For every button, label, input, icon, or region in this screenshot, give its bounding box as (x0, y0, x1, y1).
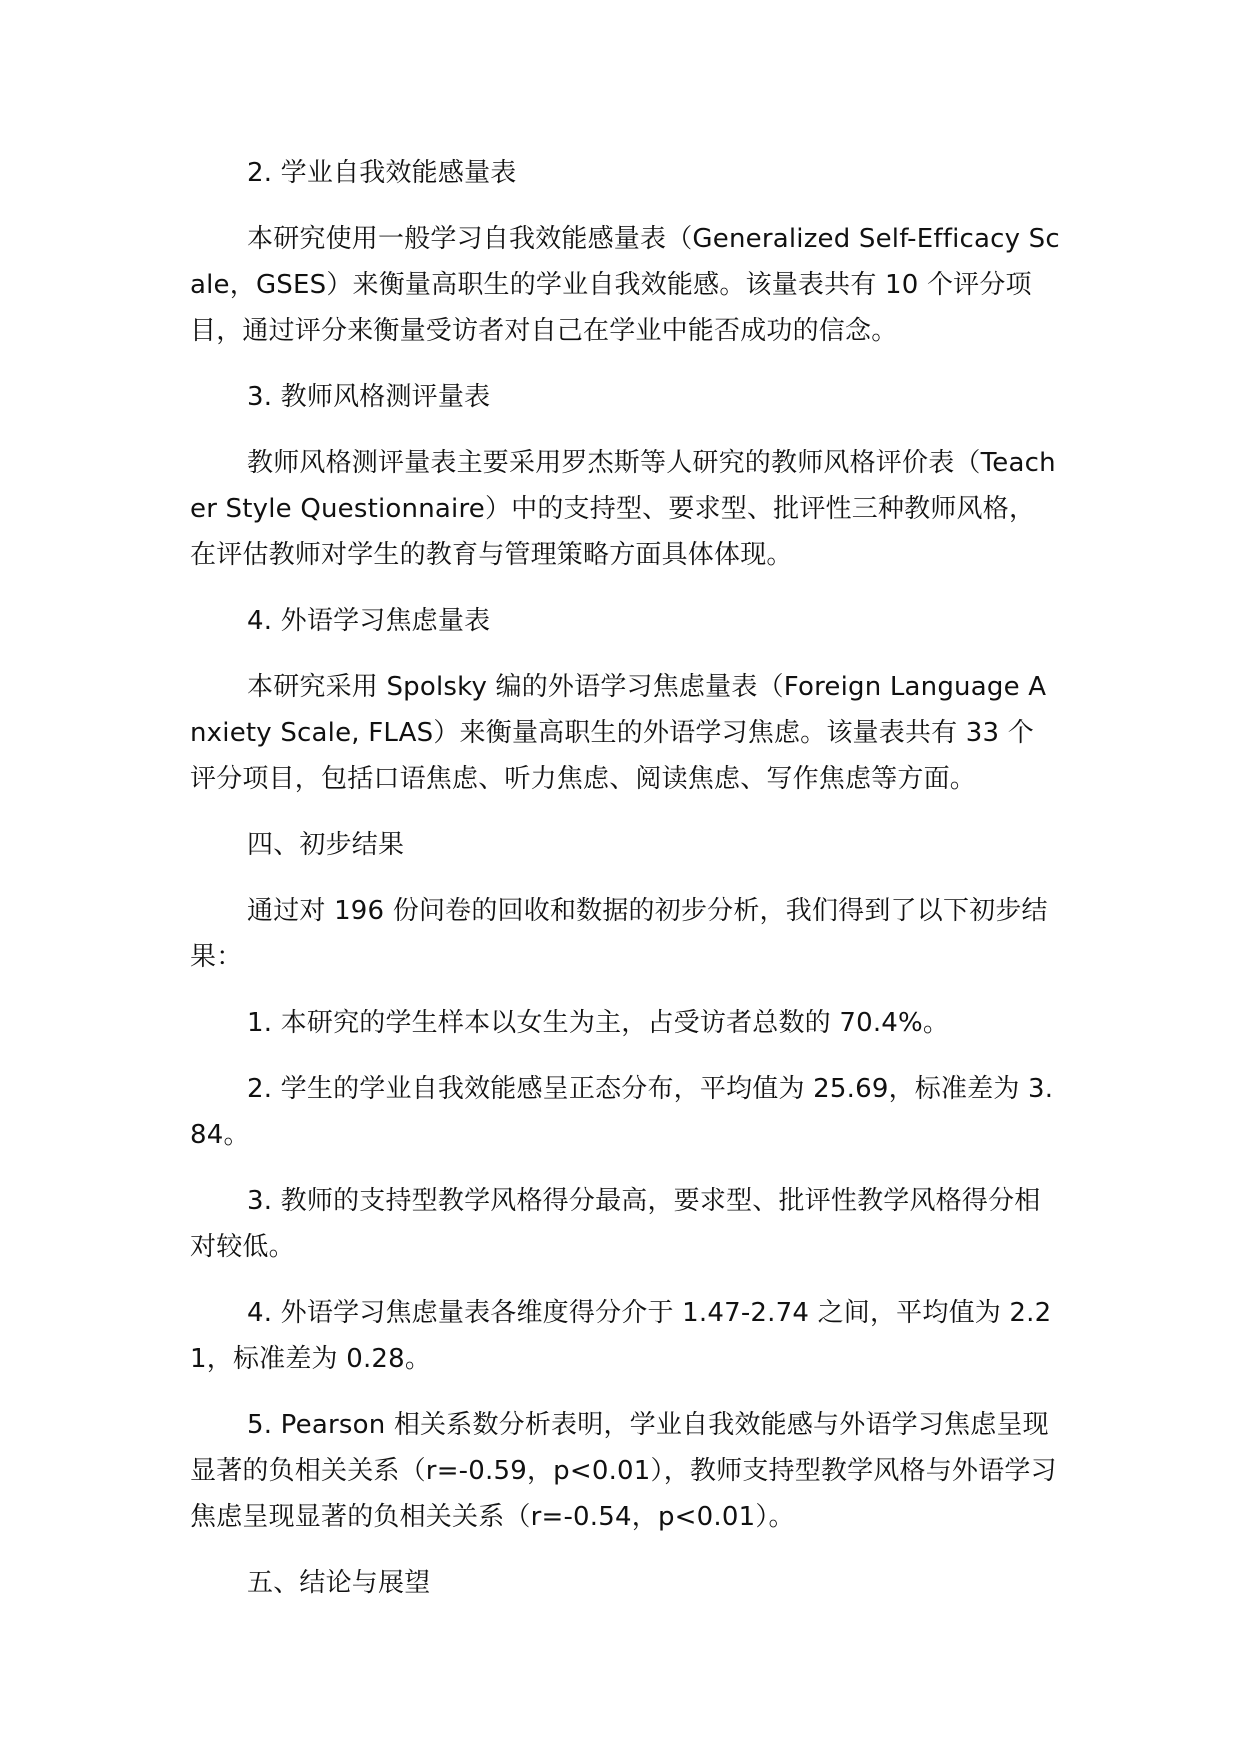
paragraph-results-intro: 通过对 196 份问卷的回收和数据的初步分析，我们得到了以下初步结果： (190, 896, 1048, 972)
result-item-3: 3. 教师的支持型教学风格得分最高，要求型、批评性教学风格得分相对较低。 (190, 1186, 1041, 1262)
paragraph-flas: 本研究采用 Spolsky 编的外语学习焦虑量表（Foreign Language Anxiety Scale, FLAS）来衡量高职生的外语学习焦虑。该量表共有 33 个评分项目，包括口语焦虑、听力焦虑、阅读焦虑、写作焦虑等方面。 (190, 672, 1047, 794)
section-heading-flas: 4. 外语学习焦虑量表 (247, 606, 491, 636)
document-body (190, 150, 1060, 1626)
section-heading-conclusion: 五、结论与展望 (247, 1568, 431, 1598)
result-item-1: 1. 本研究的学生样本以女生为主，占受访者总数的 70.4%。 (247, 1008, 950, 1038)
paragraph-teacher-style: 教师风格测评量表主要采用罗杰斯等人研究的教师风格评价表（Teacher Style Questionnaire）中的支持型、要求型、批评性三种教师风格，在评估教师对学生的教育与管理策略方面具体体现。 (190, 448, 1056, 570)
section-heading-teacher-style: 3. 教师风格测评量表 (247, 382, 491, 412)
result-item-2: 2. 学生的学业自我效能感呈正态分布，平均值为 25.69，标准差为 3.84。 (190, 1074, 1054, 1150)
paragraph-gses: 本研究使用一般学习自我效能感量表（Generalized Self-Efficacy Scale，GSES）来衡量高职生的学业自我效能感。该量表共有 10 个评分项目，通过评分来衡量受访者对自己在学业中能否成功的信念。 (190, 224, 1060, 346)
result-item-5: 5. Pearson 相关系数分析表明，学业自我效能感与外语学习焦虑呈现显著的负相关关系（r=-0.59，p<0.01），教师支持型教学风格与外语学习焦虑呈现显著的负相关关系（r=-0.54，p<0.01）。 (190, 1410, 1057, 1532)
section-heading-results: 四、初步结果 (247, 830, 405, 860)
section-heading-gses: 2. 学业自我效能感量表 (247, 158, 517, 188)
result-item-4: 4. 外语学习焦虑量表各维度得分介于 1.47-2.74 之间，平均值为 2.21，标准差为 0.28。 (190, 1298, 1052, 1374)
